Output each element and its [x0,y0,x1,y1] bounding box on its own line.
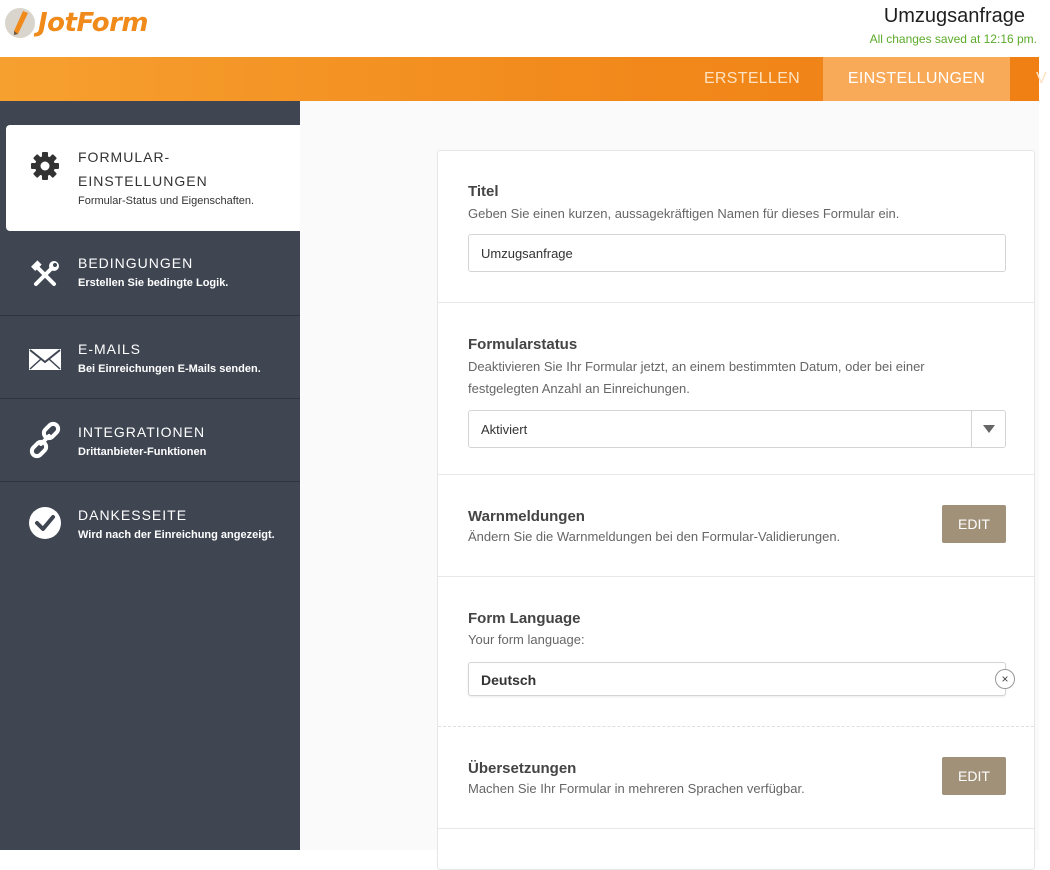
section-title [438,151,1034,303]
sidebar-item-desc: Formular-Status und Eigenschaften. [78,195,255,207]
translations-edit-button[interactable]: EDIT [942,757,1006,795]
form-title-input[interactable] [468,234,1006,272]
sidebar-item-thankyou[interactable] [0,482,300,565]
settings-sidebar [0,101,300,850]
warnings-label: Warnmeldungen [468,508,585,525]
check-circle-icon [28,506,62,540]
settings-card [437,150,1035,870]
top-header [0,0,1039,57]
warnings-description: Ändern Sie die Warnmeldungen bei den Formular-Validierungen. [468,529,841,544]
language-select[interactable] [468,662,1009,696]
brand-name: JotForm [38,8,148,38]
jotform-logo[interactable] [4,6,148,40]
section-form-language [438,577,1034,727]
language-value: Deutsch [481,672,537,688]
status-select[interactable] [468,410,1006,448]
sidebar-item-emails[interactable] [0,316,300,399]
section-warnings [438,475,1034,577]
sidebar-item-conditions[interactable] [0,232,300,316]
sidebar-item-integrations[interactable] [0,399,300,482]
sidebar-item-title: BEDINGUNGEN [78,255,194,271]
sidebar-item-desc: Wird nach der Einreichung angezeigt. [78,529,275,541]
warnings-edit-button[interactable]: EDIT [942,505,1006,543]
title-label: Titel [468,183,499,200]
tab-publish-partial[interactable]: V [1036,70,1047,87]
settings-content [300,101,1039,850]
envelope-icon [28,342,62,376]
sidebar-item-desc: Drittanbieter-Funktionen [78,446,207,458]
tools-icon [28,258,62,292]
link-icon [28,423,62,457]
title-description: Geben Sie einen kurzen, aussagekräftigen Namen für dieses Formular ein. [468,206,900,221]
translations-label: Übersetzungen [468,760,577,777]
sidebar-item-form-settings[interactable] [6,125,300,231]
tab-create[interactable]: ERSTELLEN [703,70,801,87]
status-select-value: Aktiviert [481,422,528,437]
status-label: Formularstatus [468,336,578,353]
status-description: Deaktivieren Sie Ihr Formular jetzt, an einem bestimmten Datum, oder bei einer festgelegten Anzahl an Einreichungen. [468,359,925,396]
sidebar-item-title: E-MAILS [78,341,142,357]
sidebar-item-title: INTEGRATIONEN [78,424,206,440]
form-title[interactable]: Umzugsanfrage [883,5,1025,27]
sidebar-item-desc: Bei Einreichungen E-Mails senden. [78,363,261,375]
chevron-down-icon[interactable] [971,411,1005,447]
language-label: Form Language [468,610,581,627]
sidebar-item-title: FORMULAR-EINSTELLUNGEN [78,149,208,189]
section-form-status [438,303,1034,475]
saved-status: All changes saved at 12:16 pm. [869,32,1037,46]
section-translations [438,727,1034,829]
clear-icon[interactable]: × [995,669,1015,689]
sidebar-item-title: DANKESSEITE [78,507,188,523]
pencil-logo-icon [4,7,36,39]
translations-description: Machen Sie Ihr Formular in mehreren Sprachen verfügbar. [468,781,805,796]
language-description: Your form language: [468,632,585,647]
tab-settings[interactable]: EINSTELLUNGEN [823,57,1010,101]
sidebar-item-desc: Erstellen Sie bedingte Logik. [78,277,229,289]
gear-icon [28,149,62,183]
main-nav [0,57,1047,101]
